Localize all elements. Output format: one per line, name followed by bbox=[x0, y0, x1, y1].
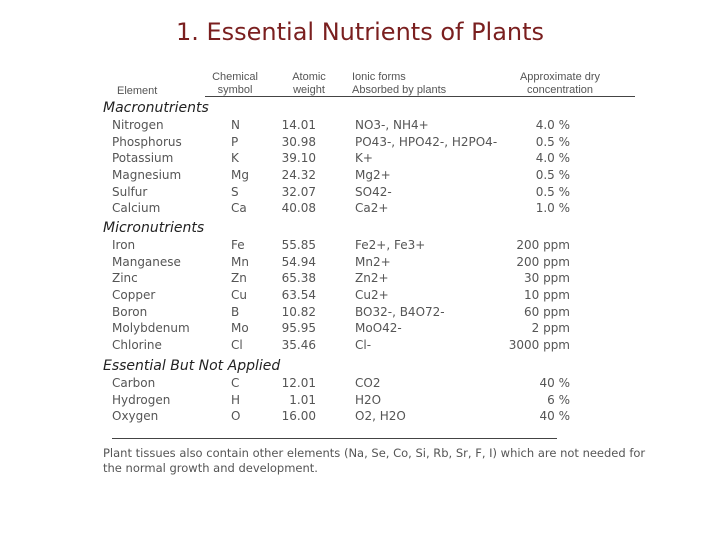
ionic-forms-cell: Cu2+ bbox=[355, 288, 389, 303]
table-row bbox=[0, 409, 720, 426]
concentration-cell: 30 ppm bbox=[523, 271, 570, 286]
ionic-forms-cell: CO2 bbox=[355, 376, 381, 390]
concentration-cell: 4.0 % bbox=[535, 151, 570, 166]
table-row bbox=[0, 185, 720, 202]
symbol-cell: Cu bbox=[231, 288, 247, 303]
footnote: Plant tissues also contain other elements (Na, Se, Co, Si, Rb, Sr, F, I) which are not needed for the normal growth and development. bbox=[103, 446, 646, 475]
ionic-forms-cell: Fe2+, Fe3+ bbox=[355, 238, 426, 252]
symbol-cell: Mg bbox=[231, 168, 249, 183]
table-row bbox=[0, 255, 720, 272]
element-cell: Boron bbox=[112, 304, 148, 319]
element-cell: Nitrogen bbox=[112, 118, 164, 132]
concentration-cell: 0.5 % bbox=[535, 184, 570, 199]
atomic-weight-cell: 54.94 bbox=[281, 254, 316, 269]
element-cell: Iron bbox=[112, 238, 136, 252]
table-row bbox=[0, 135, 720, 152]
symbol-cell: B bbox=[231, 304, 240, 319]
element-cell: Zinc bbox=[112, 271, 138, 286]
symbol-cell: Cl bbox=[231, 338, 243, 353]
atomic-weight-cell: 39.10 bbox=[281, 151, 316, 166]
concentration-cell: 3000 ppm bbox=[508, 338, 570, 353]
element-cell: Manganese bbox=[112, 254, 181, 269]
table-row bbox=[0, 238, 720, 255]
element-cell: Sulfur bbox=[112, 184, 148, 199]
atomic-weight-cell: 30.98 bbox=[281, 134, 316, 149]
table-row bbox=[0, 201, 720, 218]
atomic-weight-cell: 65.38 bbox=[281, 271, 316, 286]
symbol-cell: H bbox=[231, 392, 241, 407]
atomic-weight-cell: 35.46 bbox=[281, 338, 316, 353]
element-cell: Carbon bbox=[112, 376, 156, 390]
table-row bbox=[0, 168, 720, 185]
table-row bbox=[0, 305, 720, 322]
ionic-forms-cell: Mg2+ bbox=[355, 168, 391, 183]
ionic-forms-cell: Ca2+ bbox=[355, 201, 389, 216]
ionic-forms-cell: O2, H2O bbox=[355, 409, 406, 424]
ionic-forms-cell: Zn2+ bbox=[355, 271, 389, 286]
element-cell: Magnesium bbox=[112, 168, 182, 183]
atomic-weight-cell: 10.82 bbox=[281, 304, 316, 319]
table-row bbox=[0, 393, 720, 410]
concentration-cell: 0.5 % bbox=[535, 134, 570, 149]
table-row bbox=[0, 271, 720, 288]
header-concentration: Approximate dry concentration bbox=[519, 71, 601, 96]
atomic-weight-cell: 63.54 bbox=[281, 288, 316, 303]
section-heading: Essential But Not Applied bbox=[103, 358, 281, 374]
concentration-cell: 200 ppm bbox=[516, 254, 570, 269]
header-weight: Atomic weight bbox=[292, 71, 326, 96]
page-title: 1. Essential Nutrients of Plants bbox=[175, 18, 545, 46]
concentration-cell: 40 % bbox=[539, 409, 570, 424]
concentration-cell: 10 ppm bbox=[523, 288, 570, 303]
atomic-weight-cell: 55.85 bbox=[281, 238, 316, 252]
symbol-cell: Mn bbox=[231, 254, 249, 269]
footer-rule bbox=[112, 438, 557, 439]
header-element: Element bbox=[117, 85, 158, 97]
element-cell: Phosphorus bbox=[112, 134, 182, 149]
table-row bbox=[0, 151, 720, 168]
table-row bbox=[0, 376, 720, 393]
element-cell: Oxygen bbox=[112, 409, 159, 424]
atomic-weight-cell: 24.32 bbox=[281, 168, 316, 183]
element-cell: Copper bbox=[112, 288, 156, 303]
ionic-forms-cell: NO3-, NH4+ bbox=[355, 118, 429, 132]
atomic-weight-cell: 95.95 bbox=[281, 321, 316, 336]
ionic-forms-cell: K+ bbox=[355, 151, 373, 166]
concentration-cell: 6 % bbox=[547, 392, 570, 407]
element-cell: Molybdenum bbox=[112, 321, 190, 336]
ionic-forms-cell: H2O bbox=[355, 392, 382, 407]
table-row bbox=[0, 338, 720, 355]
symbol-cell: Zn bbox=[231, 271, 247, 286]
atomic-weight-cell: 12.01 bbox=[281, 376, 316, 390]
symbol-cell: Ca bbox=[231, 201, 247, 216]
concentration-cell: 40 % bbox=[539, 376, 570, 390]
symbol-cell: N bbox=[231, 118, 240, 132]
concentration-cell: 60 ppm bbox=[523, 304, 570, 319]
atomic-weight-cell: 14.01 bbox=[281, 118, 316, 132]
symbol-cell: Fe bbox=[231, 238, 245, 252]
symbol-cell: Mo bbox=[231, 321, 249, 336]
symbol-cell: P bbox=[231, 134, 239, 149]
concentration-cell: 1.0 % bbox=[535, 201, 570, 216]
ionic-forms-cell: Cl- bbox=[355, 338, 372, 353]
atomic-weight-cell: 1.01 bbox=[289, 392, 316, 407]
symbol-cell: C bbox=[231, 376, 240, 390]
section-heading: Micronutrients bbox=[103, 220, 205, 236]
ionic-forms-cell: MoO42- bbox=[355, 321, 402, 336]
table-row bbox=[0, 288, 720, 305]
element-cell: Hydrogen bbox=[112, 392, 171, 407]
symbol-cell: O bbox=[231, 409, 241, 424]
header-ionic: Ionic forms Absorbed by plants bbox=[352, 71, 447, 96]
section-rows bbox=[0, 118, 720, 218]
concentration-cell: 4.0 % bbox=[535, 118, 570, 132]
ionic-forms-cell: BO32-, B4O72- bbox=[355, 304, 445, 319]
atomic-weight-cell: 16.00 bbox=[281, 409, 316, 424]
element-cell: Calcium bbox=[112, 201, 161, 216]
element-cell: Potassium bbox=[112, 151, 174, 166]
ionic-forms-cell: PO43-, HPO42-, H2PO4- bbox=[355, 134, 498, 149]
symbol-cell: S bbox=[231, 184, 239, 199]
table-row bbox=[0, 321, 720, 338]
concentration-cell: 200 ppm bbox=[516, 238, 570, 252]
concentration-cell: 0.5 % bbox=[535, 168, 570, 183]
symbol-cell: K bbox=[231, 151, 239, 166]
atomic-weight-cell: 32.07 bbox=[281, 184, 316, 199]
header-rule bbox=[205, 96, 635, 97]
element-cell: Chlorine bbox=[112, 338, 162, 353]
section-heading: Macronutrients bbox=[103, 100, 209, 116]
ionic-forms-cell: SO42- bbox=[355, 184, 392, 199]
table-row bbox=[0, 118, 720, 135]
header-symbol: Chemical symbol bbox=[212, 71, 258, 96]
section-rows bbox=[0, 238, 720, 355]
ionic-forms-cell: Mn2+ bbox=[355, 254, 391, 269]
atomic-weight-cell: 40.08 bbox=[281, 201, 316, 216]
section-rows bbox=[0, 376, 720, 426]
concentration-cell: 2 ppm bbox=[531, 321, 570, 336]
